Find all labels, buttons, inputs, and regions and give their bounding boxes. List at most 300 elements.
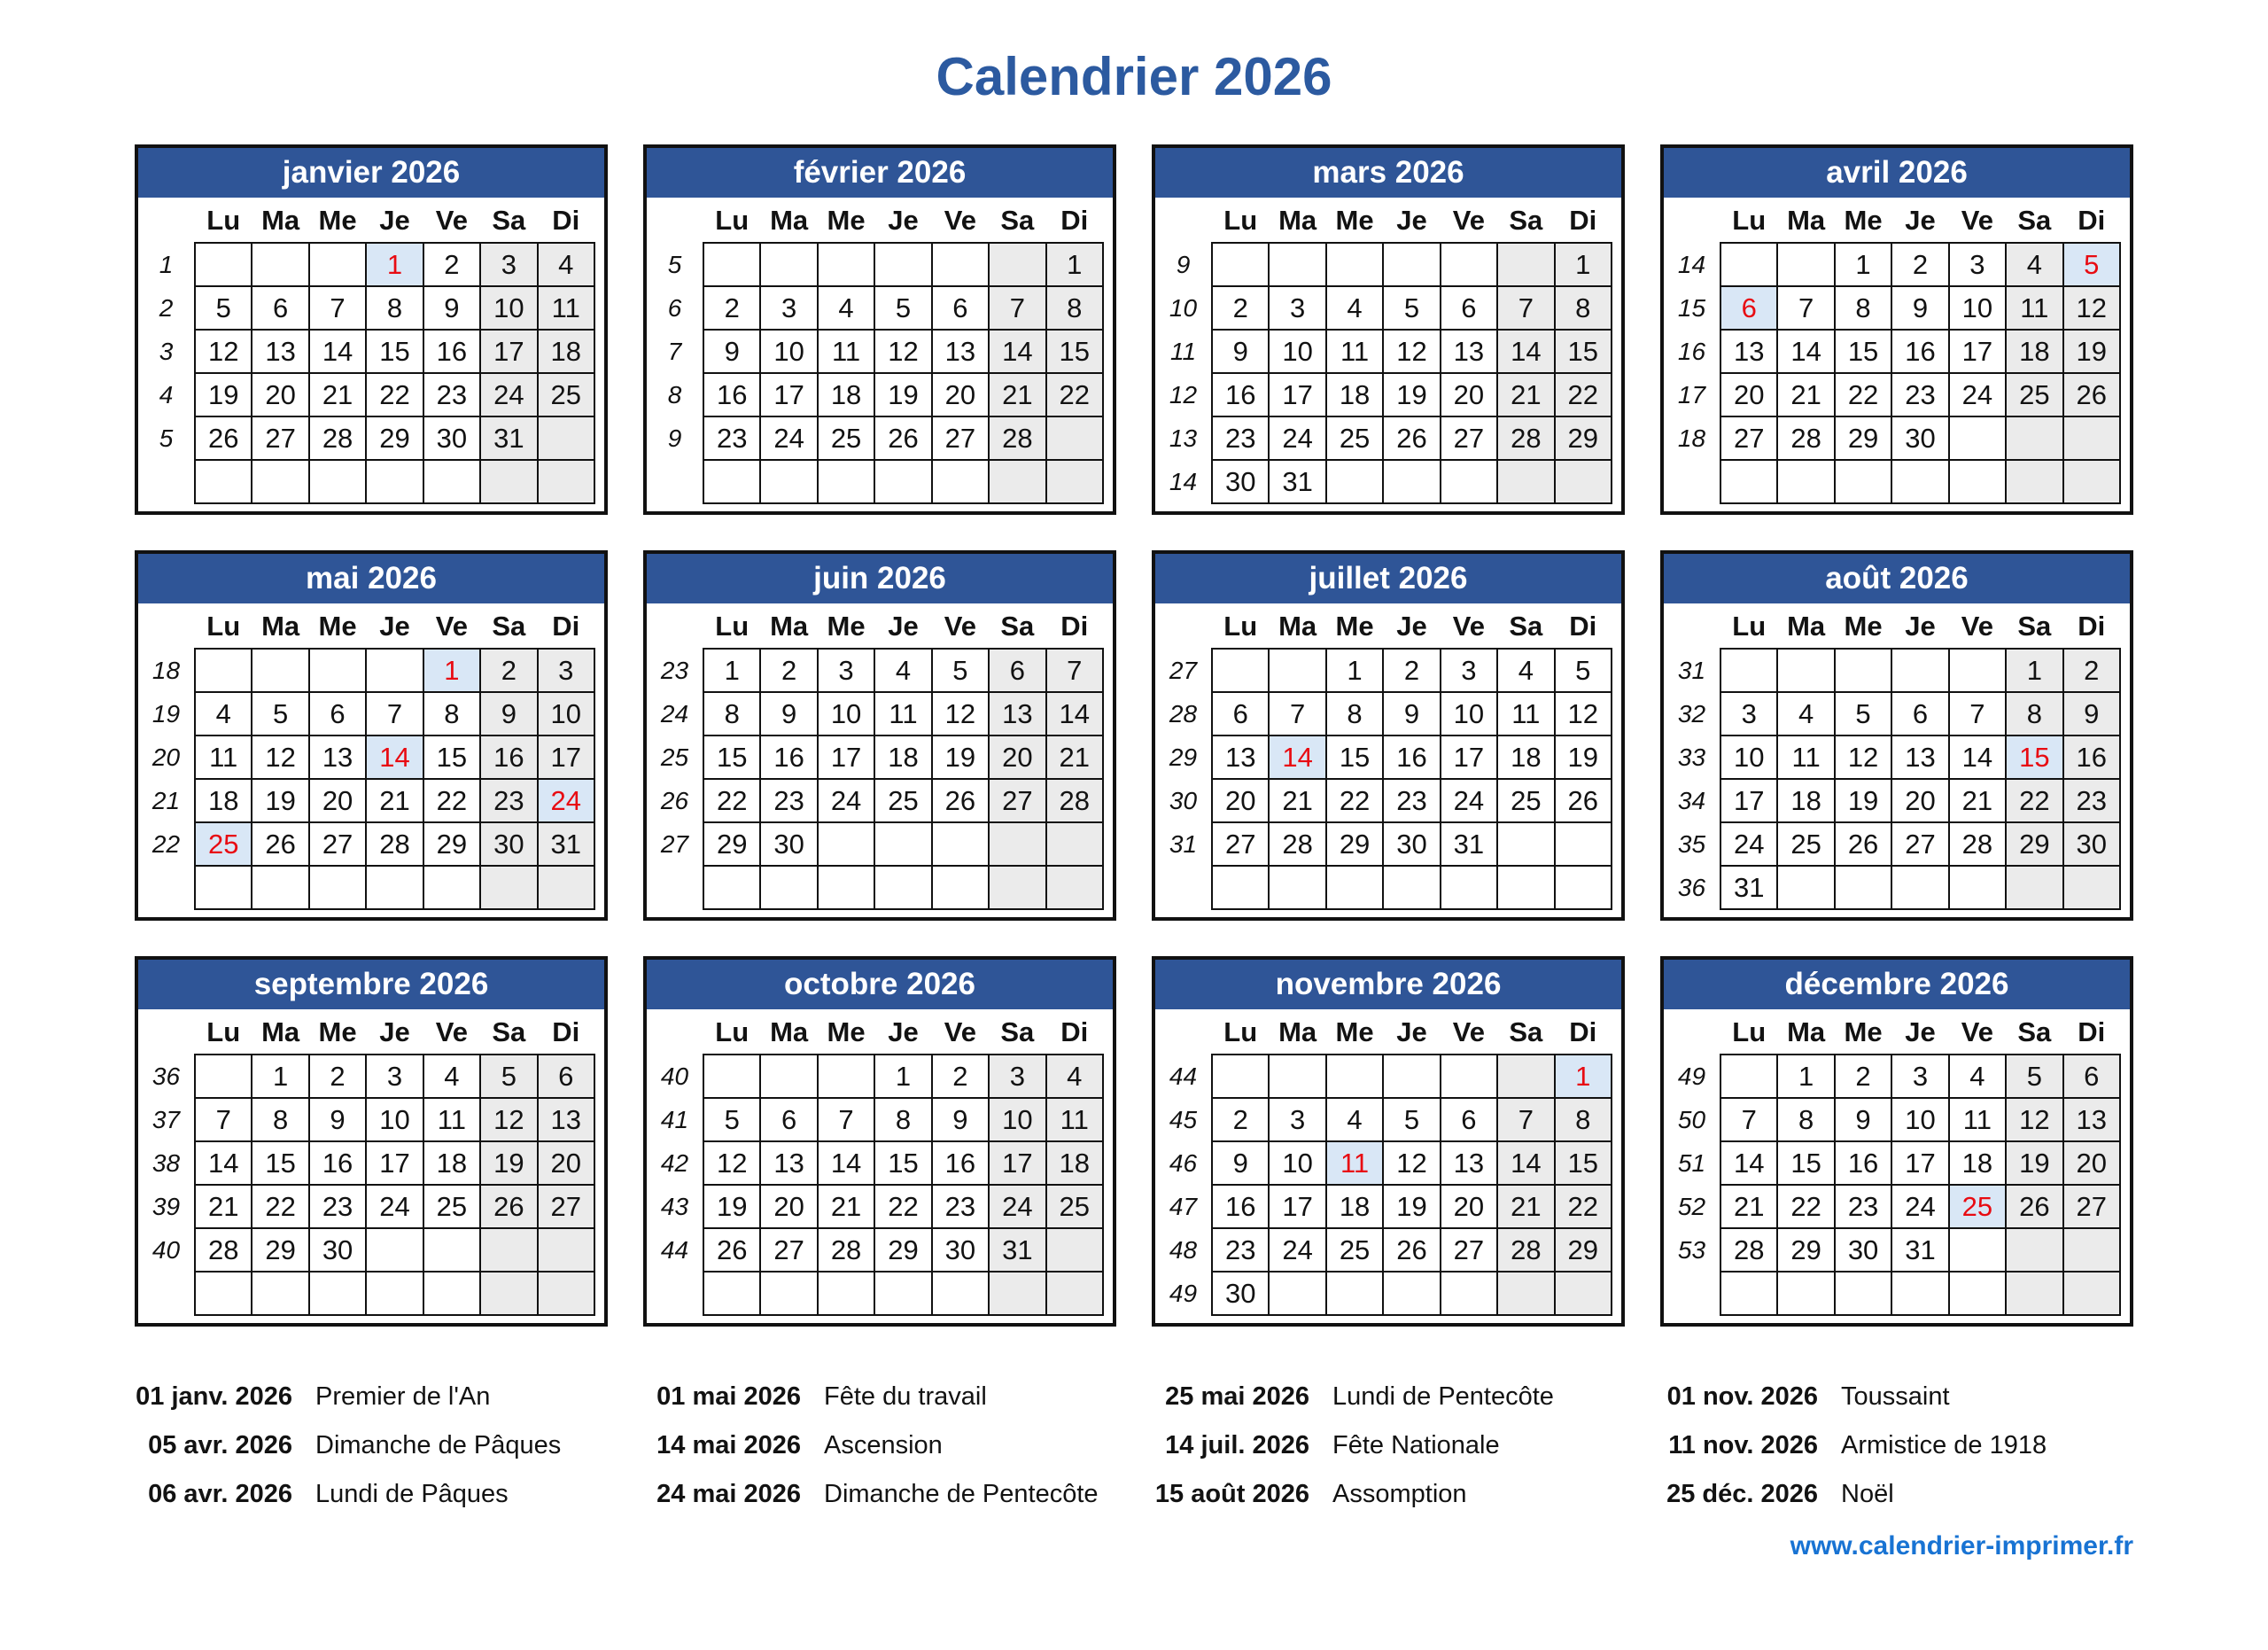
week-number xyxy=(1664,1272,1720,1315)
day-cell: 1 xyxy=(874,1055,931,1098)
week-number: 9 xyxy=(647,416,703,460)
day-cell: 19 xyxy=(1835,779,1891,822)
day-cell: 31 xyxy=(1269,460,1325,503)
day-cell xyxy=(423,460,480,503)
day-cell: 15 xyxy=(1046,330,1103,373)
day-cell xyxy=(1383,1272,1440,1315)
day-cell: 28 xyxy=(1046,779,1103,822)
day-header: Lu xyxy=(1212,1010,1269,1055)
day-cell: 16 xyxy=(1835,1141,1891,1185)
day-cell xyxy=(2006,866,2062,909)
day-cell: 4 xyxy=(423,1055,480,1098)
day-cell: 18 xyxy=(1777,779,1834,822)
day-cell xyxy=(703,1272,760,1315)
week-row xyxy=(138,286,594,330)
day-cell xyxy=(1891,460,1948,503)
week-row xyxy=(647,1055,1103,1098)
day-cell: 27 xyxy=(989,779,1045,822)
day-cell xyxy=(1383,866,1440,909)
legend-column xyxy=(135,1373,608,1519)
day-cell: 17 xyxy=(1269,1185,1325,1228)
legend-label: Toussaint xyxy=(1841,1382,1950,1411)
day-cell: 26 xyxy=(1555,779,1612,822)
day-cell xyxy=(818,1272,874,1315)
month-title: janvier 2026 xyxy=(138,148,604,198)
day-cell xyxy=(818,1055,874,1098)
day-cell: 15 xyxy=(1777,1141,1834,1185)
week-number: 48 xyxy=(1155,1228,1212,1272)
day-cell xyxy=(1441,243,1497,286)
day-cell: 22 xyxy=(1046,373,1103,416)
day-header: Ve xyxy=(423,604,480,649)
day-header: Ma xyxy=(252,198,308,243)
week-row xyxy=(138,460,594,503)
month-block xyxy=(1660,550,2133,921)
day-cell: 12 xyxy=(932,692,989,735)
day-cell: 17 xyxy=(480,330,537,373)
day-cell xyxy=(703,243,760,286)
week-row xyxy=(138,1055,594,1098)
day-cell: 3 xyxy=(1269,286,1325,330)
month-title: octobre 2026 xyxy=(647,960,1113,1009)
week-row xyxy=(1155,649,1612,692)
day-cell: 5 xyxy=(703,1098,760,1141)
day-cell: 19 xyxy=(932,735,989,779)
day-cell: 18 xyxy=(538,330,594,373)
holidays-legend xyxy=(0,1373,2268,1519)
page-title: Calendrier 2026 xyxy=(936,47,1332,106)
week-row xyxy=(1155,735,1612,779)
day-cell: 27 xyxy=(1441,1228,1497,1272)
legend-date: 15 août 2026 xyxy=(1154,1480,1309,1508)
week-row xyxy=(647,330,1103,373)
day-header: Di xyxy=(2063,198,2120,243)
day-header: Ma xyxy=(1777,604,1834,649)
day-cell: 28 xyxy=(1949,822,2006,866)
day-cell: 19 xyxy=(1383,1185,1440,1228)
holiday-day-cell: 5 xyxy=(2063,243,2120,286)
week-number-header xyxy=(1155,1010,1212,1055)
day-cell: 11 xyxy=(2006,286,2062,330)
day-cell: 15 xyxy=(1555,330,1612,373)
day-cell: 11 xyxy=(195,735,252,779)
day-cell xyxy=(2006,460,2062,503)
week-row xyxy=(138,779,594,822)
day-cell: 4 xyxy=(1326,286,1383,330)
day-cell: 16 xyxy=(2063,735,2120,779)
week-number xyxy=(647,1272,703,1315)
day-cell: 18 xyxy=(2006,330,2062,373)
week-number-header xyxy=(647,1010,703,1055)
week-number: 42 xyxy=(647,1141,703,1185)
day-cell: 16 xyxy=(1383,735,1440,779)
day-cell: 19 xyxy=(874,373,931,416)
week-row xyxy=(1664,373,2120,416)
legend-date: 01 nov. 2026 xyxy=(1666,1382,1818,1411)
day-cell: 11 xyxy=(818,330,874,373)
day-cell xyxy=(932,822,989,866)
day-cell: 21 xyxy=(1269,779,1325,822)
day-cell xyxy=(366,1228,423,1272)
week-number-header xyxy=(1155,198,1212,243)
day-cell: 23 xyxy=(1383,779,1440,822)
day-cell: 22 xyxy=(2006,779,2062,822)
week-number: 10 xyxy=(1155,286,1212,330)
day-cell: 22 xyxy=(1555,373,1612,416)
day-cell: 5 xyxy=(2006,1055,2062,1098)
day-cell: 14 xyxy=(1046,692,1103,735)
day-cell xyxy=(874,460,931,503)
week-number: 7 xyxy=(647,330,703,373)
day-cell: 23 xyxy=(1891,373,1948,416)
day-cell xyxy=(2006,1272,2062,1315)
month-block xyxy=(1152,550,1625,921)
day-cell: 15 xyxy=(1555,1141,1612,1185)
week-row xyxy=(1155,1228,1612,1272)
day-cell: 31 xyxy=(989,1228,1045,1272)
week-row xyxy=(647,779,1103,822)
day-cell xyxy=(874,866,931,909)
day-cell: 24 xyxy=(1949,373,2006,416)
week-row xyxy=(1155,1141,1612,1185)
day-header: Di xyxy=(2063,1010,2120,1055)
day-cell: 9 xyxy=(1891,286,1948,330)
day-cell: 20 xyxy=(760,1185,817,1228)
day-cell: 9 xyxy=(423,286,480,330)
day-cell xyxy=(1949,460,2006,503)
day-cell: 25 xyxy=(1326,1228,1383,1272)
week-number: 50 xyxy=(1664,1098,1720,1141)
day-cell: 9 xyxy=(309,1098,366,1141)
day-cell xyxy=(1441,1272,1497,1315)
day-cell: 14 xyxy=(1949,735,2006,779)
day-cell: 12 xyxy=(703,1141,760,1185)
month-block xyxy=(135,550,608,921)
day-cell: 27 xyxy=(252,416,308,460)
day-cell: 10 xyxy=(989,1098,1045,1141)
day-cell: 21 xyxy=(1497,373,1554,416)
week-number xyxy=(1664,460,1720,503)
week-number: 23 xyxy=(647,649,703,692)
day-cell: 2 xyxy=(703,286,760,330)
day-cell: 31 xyxy=(1720,866,1777,909)
day-header: Lu xyxy=(195,1010,252,1055)
day-cell: 10 xyxy=(760,330,817,373)
day-cell: 24 xyxy=(1269,416,1325,460)
day-cell: 18 xyxy=(195,779,252,822)
day-cell: 5 xyxy=(1835,692,1891,735)
day-cell: 30 xyxy=(480,822,537,866)
day-cell: 26 xyxy=(480,1185,537,1228)
day-cell xyxy=(1835,460,1891,503)
day-cell xyxy=(1046,866,1103,909)
day-cell xyxy=(423,866,480,909)
month-title: juillet 2026 xyxy=(1155,554,1621,603)
week-row xyxy=(138,1272,594,1315)
day-cell: 9 xyxy=(1835,1098,1891,1141)
day-header: Ve xyxy=(1949,1010,2006,1055)
day-cell: 7 xyxy=(195,1098,252,1141)
legend-entry xyxy=(643,1470,1116,1519)
day-cell: 9 xyxy=(932,1098,989,1141)
day-cell: 7 xyxy=(1720,1098,1777,1141)
day-cell: 24 xyxy=(1891,1185,1948,1228)
day-cell: 12 xyxy=(2063,286,2120,330)
day-cell: 20 xyxy=(309,779,366,822)
day-cell: 14 xyxy=(1497,330,1554,373)
day-cell: 26 xyxy=(1835,822,1891,866)
month-table xyxy=(138,604,595,910)
day-cell xyxy=(760,1272,817,1315)
day-cell xyxy=(1720,1055,1777,1098)
day-cell xyxy=(195,1272,252,1315)
day-cell: 6 xyxy=(538,1055,594,1098)
day-header: Di xyxy=(1046,1010,1103,1055)
day-cell: 11 xyxy=(1949,1098,2006,1141)
day-cell xyxy=(366,460,423,503)
day-cell: 13 xyxy=(932,330,989,373)
day-cell: 27 xyxy=(1720,416,1777,460)
day-cell xyxy=(309,1272,366,1315)
day-cell: 17 xyxy=(1949,330,2006,373)
day-cell: 18 xyxy=(1326,373,1383,416)
day-cell xyxy=(195,866,252,909)
day-cell: 25 xyxy=(538,373,594,416)
day-cell: 18 xyxy=(1046,1141,1103,1185)
day-header: Ve xyxy=(423,1010,480,1055)
day-cell xyxy=(1891,649,1948,692)
day-header: Di xyxy=(1555,604,1612,649)
day-cell: 2 xyxy=(1383,649,1440,692)
day-cell xyxy=(1046,822,1103,866)
day-cell: 2 xyxy=(932,1055,989,1098)
day-cell: 15 xyxy=(874,1141,931,1185)
day-header: Ve xyxy=(932,198,989,243)
week-row xyxy=(1664,1185,2120,1228)
day-cell: 2 xyxy=(760,649,817,692)
day-cell: 4 xyxy=(538,243,594,286)
day-cell: 30 xyxy=(1835,1228,1891,1272)
day-cell: 14 xyxy=(818,1141,874,1185)
day-cell: 26 xyxy=(1383,1228,1440,1272)
week-row xyxy=(1155,460,1612,503)
day-header: Lu xyxy=(1720,604,1777,649)
holiday-day-cell: 14 xyxy=(366,735,423,779)
day-cell: 29 xyxy=(366,416,423,460)
day-cell: 3 xyxy=(1441,649,1497,692)
legend-entry xyxy=(1660,1421,2133,1470)
day-cell: 5 xyxy=(252,692,308,735)
day-cell: 22 xyxy=(252,1185,308,1228)
week-number: 34 xyxy=(1664,779,1720,822)
month-table xyxy=(1155,604,1612,910)
day-cell: 27 xyxy=(309,822,366,866)
month-table xyxy=(1664,1010,2121,1316)
day-cell xyxy=(480,460,537,503)
day-cell: 21 xyxy=(818,1185,874,1228)
day-cell: 8 xyxy=(1555,286,1612,330)
day-cell: 26 xyxy=(1383,416,1440,460)
week-row xyxy=(1155,286,1612,330)
day-cell: 19 xyxy=(1555,735,1612,779)
legend-label: Assomption xyxy=(1332,1480,1467,1508)
day-cell xyxy=(1212,649,1269,692)
month-table xyxy=(138,1010,595,1316)
day-cell: 22 xyxy=(703,779,760,822)
week-row xyxy=(138,649,594,692)
day-cell xyxy=(760,1055,817,1098)
day-cell xyxy=(1777,866,1834,909)
day-cell xyxy=(1326,460,1383,503)
day-header: Sa xyxy=(989,198,1045,243)
month-block xyxy=(643,144,1116,515)
week-number: 5 xyxy=(647,243,703,286)
day-cell: 26 xyxy=(252,822,308,866)
legend-label: Armistice de 1918 xyxy=(1841,1431,2047,1459)
day-cell xyxy=(1497,243,1554,286)
day-header: Je xyxy=(1891,198,1948,243)
day-cell: 20 xyxy=(1720,373,1777,416)
week-number xyxy=(138,1272,195,1315)
day-header: Di xyxy=(1046,604,1103,649)
day-cell: 2 xyxy=(1212,286,1269,330)
day-cell: 10 xyxy=(1949,286,2006,330)
day-cell: 18 xyxy=(874,735,931,779)
day-cell xyxy=(195,243,252,286)
day-cell: 10 xyxy=(538,692,594,735)
day-cell: 20 xyxy=(1441,1185,1497,1228)
week-number: 4 xyxy=(138,373,195,416)
day-header: Di xyxy=(538,604,594,649)
day-cell: 21 xyxy=(1720,1185,1777,1228)
day-cell: 7 xyxy=(1497,286,1554,330)
day-cell: 7 xyxy=(1046,649,1103,692)
week-number: 40 xyxy=(138,1228,195,1272)
day-cell: 1 xyxy=(1046,243,1103,286)
month-table xyxy=(647,1010,1104,1316)
week-row xyxy=(1155,779,1612,822)
day-header: Ma xyxy=(1269,1010,1325,1055)
day-cell xyxy=(760,866,817,909)
day-header: Sa xyxy=(2006,198,2062,243)
day-cell: 26 xyxy=(2006,1185,2062,1228)
day-header: Ma xyxy=(1777,198,1834,243)
day-cell: 4 xyxy=(195,692,252,735)
week-number-header xyxy=(1155,604,1212,649)
day-cell: 21 xyxy=(1497,1185,1554,1228)
legend-date: 24 mai 2026 xyxy=(656,1480,801,1508)
legend-label: Noël xyxy=(1841,1480,1894,1508)
day-header: Lu xyxy=(195,604,252,649)
week-number: 44 xyxy=(647,1228,703,1272)
day-header: Ve xyxy=(1441,604,1497,649)
day-cell xyxy=(1949,1272,2006,1315)
day-cell xyxy=(1212,243,1269,286)
legend-label: Dimanche de Pâques xyxy=(315,1431,562,1459)
day-header: Sa xyxy=(1497,604,1554,649)
day-cell xyxy=(2063,1272,2120,1315)
day-cell: 23 xyxy=(1212,1228,1269,1272)
day-cell xyxy=(1383,243,1440,286)
day-cell xyxy=(1326,1055,1383,1098)
footer-link[interactable]: www.calendrier-imprimer.fr xyxy=(1790,1531,2133,1560)
week-number: 15 xyxy=(1664,286,1720,330)
day-cell xyxy=(760,243,817,286)
day-cell: 9 xyxy=(1212,1141,1269,1185)
day-cell: 18 xyxy=(1326,1185,1383,1228)
week-row xyxy=(647,735,1103,779)
day-cell xyxy=(703,866,760,909)
day-header: Lu xyxy=(195,198,252,243)
week-row xyxy=(138,373,594,416)
day-cell xyxy=(1949,649,2006,692)
day-cell xyxy=(1046,1272,1103,1315)
legend-label: Fête du travail xyxy=(824,1382,987,1411)
day-cell xyxy=(1326,243,1383,286)
day-cell: 8 xyxy=(423,692,480,735)
day-header: Ve xyxy=(1441,198,1497,243)
week-row xyxy=(1664,1098,2120,1141)
week-number: 26 xyxy=(647,779,703,822)
week-row xyxy=(1664,330,2120,373)
month-title: mars 2026 xyxy=(1155,148,1621,198)
month-table xyxy=(1155,1010,1612,1316)
day-cell xyxy=(818,866,874,909)
day-cell: 30 xyxy=(309,1228,366,1272)
day-cell: 2 xyxy=(423,243,480,286)
day-cell: 15 xyxy=(1835,330,1891,373)
week-number-header xyxy=(647,604,703,649)
day-cell: 23 xyxy=(760,779,817,822)
week-row xyxy=(1155,822,1612,866)
day-header: Me xyxy=(309,604,366,649)
day-cell: 18 xyxy=(1949,1141,2006,1185)
day-cell: 16 xyxy=(932,1141,989,1185)
month-block xyxy=(643,956,1116,1327)
week-number: 6 xyxy=(647,286,703,330)
day-cell: 3 xyxy=(818,649,874,692)
month-block xyxy=(643,550,1116,921)
day-cell: 25 xyxy=(1326,416,1383,460)
week-row xyxy=(138,243,594,286)
day-cell: 29 xyxy=(1835,416,1891,460)
day-cell: 31 xyxy=(1891,1228,1948,1272)
week-number: 22 xyxy=(138,822,195,866)
day-cell: 30 xyxy=(760,822,817,866)
day-cell: 28 xyxy=(818,1228,874,1272)
day-cell xyxy=(1383,460,1440,503)
day-header: Di xyxy=(2063,604,2120,649)
day-cell: 14 xyxy=(1777,330,1834,373)
day-cell: 21 xyxy=(1949,779,2006,822)
day-cell: 15 xyxy=(423,735,480,779)
day-cell: 6 xyxy=(1891,692,1948,735)
legend-entry xyxy=(1152,1373,1625,1421)
week-row xyxy=(647,692,1103,735)
day-cell xyxy=(1835,866,1891,909)
month-title: août 2026 xyxy=(1664,554,2130,603)
day-cell: 30 xyxy=(1383,822,1440,866)
day-cell: 22 xyxy=(1835,373,1891,416)
day-cell: 8 xyxy=(874,1098,931,1141)
day-cell: 5 xyxy=(1383,286,1440,330)
legend-label: Lundi de Pentecôte xyxy=(1332,1382,1554,1411)
week-row xyxy=(1664,1055,2120,1098)
legend-entry xyxy=(1660,1373,2133,1421)
day-header: Ma xyxy=(1269,604,1325,649)
day-cell: 6 xyxy=(309,692,366,735)
day-cell: 11 xyxy=(1326,330,1383,373)
